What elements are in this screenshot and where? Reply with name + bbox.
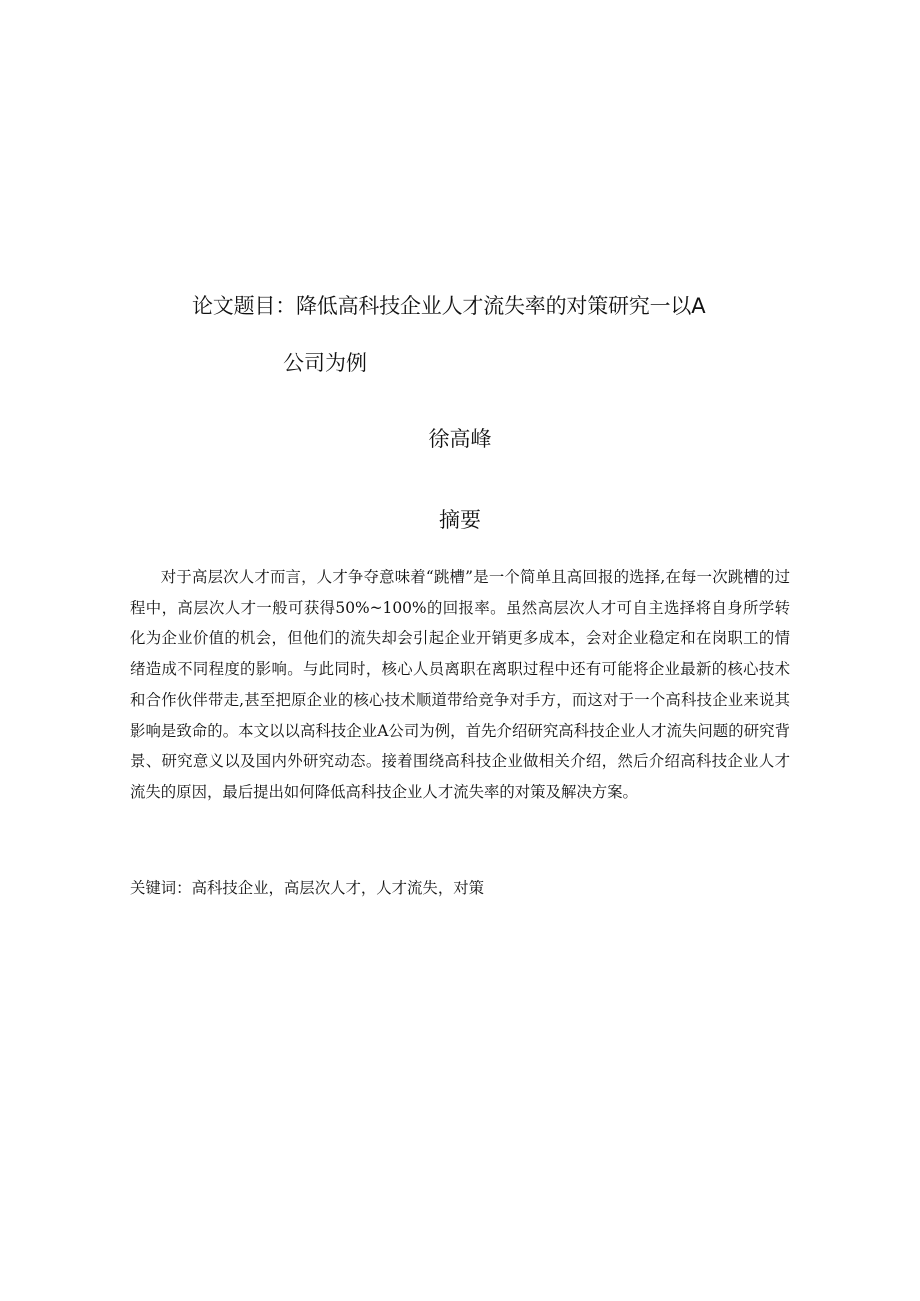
abstract-heading: 摘要 (439, 508, 481, 532)
keywords-line: 关键词：高科技企业，高层次人才，人才流失，对策 (130, 879, 484, 897)
abstract-paragraph: 对于高层次人才而言，人才争夺意味着“跳槽”是一个简单且高回报的选择,在每一次跳槽的过程中，高层次人才一般可获得50%~100%的回报率。虽然高层次人才可自主选择将自身所学转化为企业价值的机会，但他们的流失却会引起企业开销更多成本，会对企业稳定和在岗职工的情绪造成不同程度的影响。与此同时，核心人员离职在离职过程中还有可能将企业最新的核心技术和合作伙伴带走,甚至把原企业的核心技术顺道带给竞争对手方，而这对于一个高科技企业来说其影响是致命的。本文以以高科技企业A公司为例，首先介绍研究高科技企业人才流失问题的研究背景、研究意义以及国内外研究动态。接着围绕高科技企业做相关介绍，然后介绍高科技企业人才流失的原因，最后提出如何降低高科技企业人才流失率的对策及解决方案。 (130, 568, 790, 801)
author-name: 徐高峰 (428, 427, 492, 451)
paper-title-line-1: 论文题目：降低高科技企业人才流失率的对策研究一以A (192, 294, 706, 318)
paper-title-line-2: 公司为例 (283, 351, 367, 375)
